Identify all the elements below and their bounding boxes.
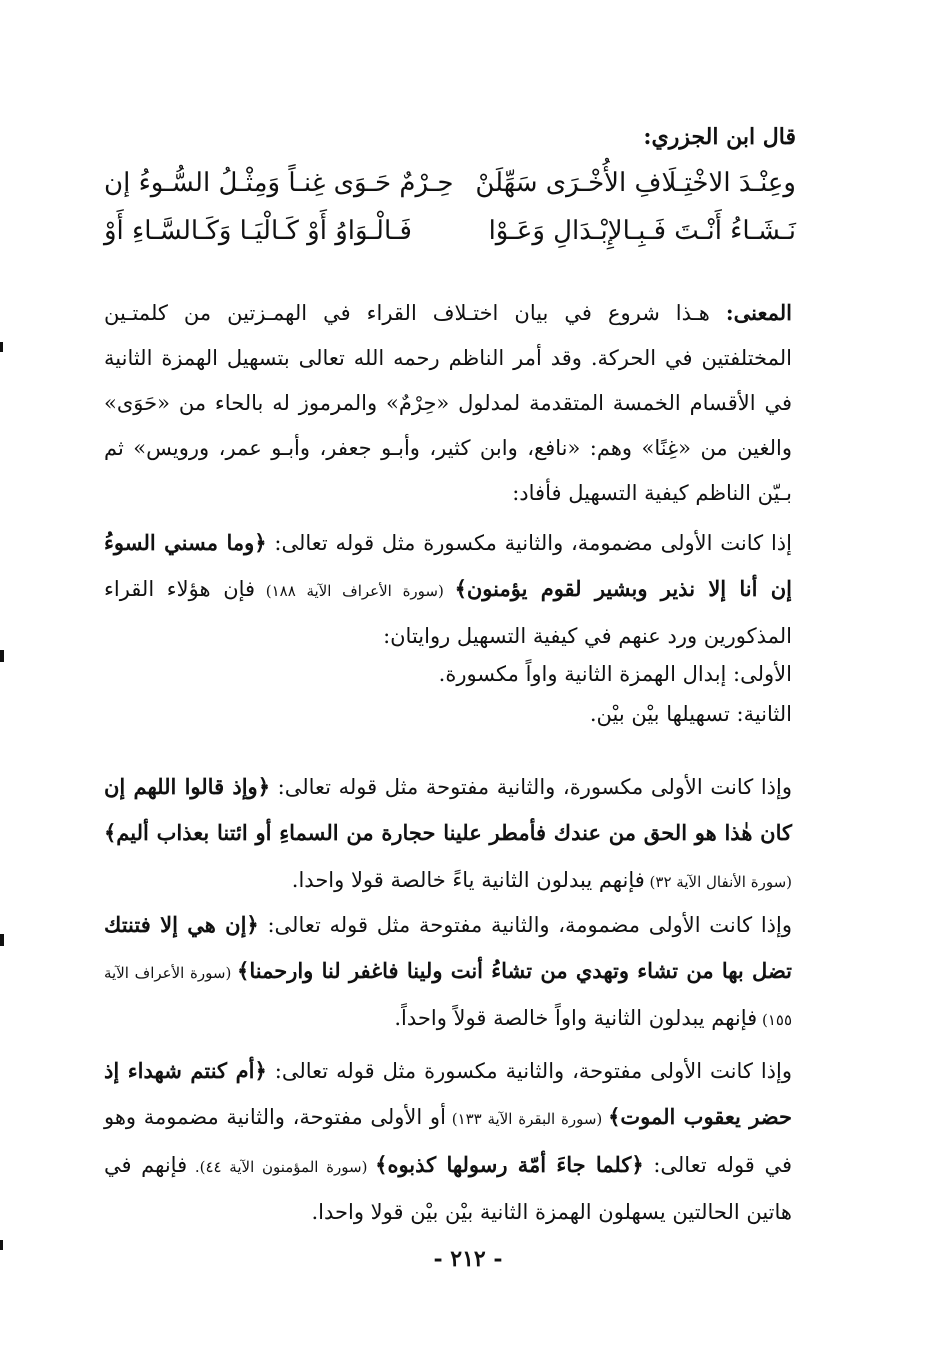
case-3-paragraph <box>104 902 792 1043</box>
case-1-paragraph <box>104 520 792 659</box>
verse-1-first-hemistich: وعِنْـدَ الاخْتِـلَافِ الأُخْـرَى سَهِّلَنْ <box>475 168 796 198</box>
case-4-intro: وإذا كانت الأولى مفتوحة، والثانية مكسورة مثل قوله تعالى: <box>266 1059 792 1083</box>
meaning-label: المعنى: <box>725 300 792 325</box>
verse-2-first-hemistich: نَـشَـاءُ أَنْـتَ فَـبِـالإِبْـدَالِ وَعَـوْا <box>488 216 796 246</box>
case-4-quran-quote-2: ﴿كلما جاءَ أمّة رسولها كذبوه﴾ <box>375 1152 644 1177</box>
case-2-quran-quote: ﴿وإذ قالوا اللهم إن كان هٰذا هو الحق من عندك فأمطر علينا حجارة من السماءِ أو ائتنا بعذاب أليم﴾ <box>104 774 792 845</box>
verse-1-second-hemistich: حِـرْمٌ حَـوَى غِنـاً وَمِثْـلُ السُّـوءُ إن <box>104 168 454 198</box>
case-2-intro: وإذا كانت الأولى مكسورة، والثانية مفتوحة مثل قوله تعالى: <box>270 775 792 799</box>
scan-edge-mark <box>0 342 3 352</box>
meaning-paragraph <box>104 290 792 516</box>
case-1-quran-quote: ﴿وما مسني السوءُ إن أنا إلا نذير وبشير لقوم يؤمنون﴾ <box>104 530 792 601</box>
case-2-reference: (سورة الأنفال الآية ٣٢) <box>644 873 792 891</box>
meaning-text: هـذا شروع في بيان اختـلاف القراء في الهمـزتين من كلمتـين المختلفتين في الحركة. وقد أمر الناظم رحمه الله تعالى بتسهيل الهمزة الثانية في الأقسام الخمسة المتقدمة لمدلول «حِرْمٌ» والمرموز له بالحاء من «حَوَى» والغين من «غِنًا» وهم: «نافع، وابن كثير، وأبـو جعفر، وأبـو عمر، ورويس» ثم بـيّن الناظم كيفية التسهيل فأفاد: <box>104 301 792 505</box>
case-1-outro: فإن هؤلاء القراء المذكورين ورد عنهم في كيفية التسهيل روايتان: <box>104 577 792 648</box>
case-4-paragraph <box>104 1048 792 1235</box>
verse-2-second-hemistich: فَـالْـوَاوُ أَوْ كَـالْيَـا وَكَـالسَّـاءِ أَوْ <box>104 216 412 246</box>
page-number: - ٢١٢ - <box>433 1246 503 1272</box>
case-4-mid: أو الأولى مفتوحة، والثانية مضمومة وهو في قوله تعالى: <box>104 1105 793 1177</box>
case-2-paragraph <box>104 764 792 905</box>
case-4-reference: (سورة البقرة الآية ١٣٣) <box>445 1110 609 1128</box>
case-4-reference-2: (سورة المؤمنون الآية ٤٤). <box>187 1158 376 1176</box>
scan-edge-mark <box>0 650 4 662</box>
section-heading: قال ابن الجزري: <box>643 124 796 150</box>
narration-2: الثانية: تسهيلها بيْن بيْن. <box>589 702 792 726</box>
case-4-outro: فإنهم في هاتين الحالتين يسهلون الهمزة الثانية بيْن بيْن قولا واحدا. <box>104 1153 792 1224</box>
case-1-reference: (سورة الأعراف الآية ١٨٨) <box>255 582 455 600</box>
scan-edge-mark <box>0 934 4 946</box>
case-2-outro: فإنهم يبدلون الثانية ياءً خالصة قولا واحدا. <box>291 868 645 892</box>
narration-1: الأولى: إبدال الهمزة الثانية واواً مكسورة. <box>438 662 792 686</box>
case-4-quran-quote: ﴿أم كنتم شهداء إذ حضر يعقوب الموت﴾ <box>104 1058 793 1129</box>
case-1-intro: إذا كانت الأولى مضمومة، والثانية مكسورة مثل قوله تعالى: <box>266 531 792 555</box>
case-3-intro: وإذا كانت الأولى مضمومة، والثانية مفتوحة مثل قوله تعالى: <box>258 913 792 937</box>
scan-edge-mark <box>0 1240 3 1250</box>
case-3-reference: (سورة الأعراف الآية ١٥٥) <box>104 964 792 1029</box>
case-3-outro: فإنهم يبدلون الثانية واواً خالصة قولاً واحداً. <box>394 1006 758 1030</box>
case-3-quran-quote: ﴿إن هي إلا فتنتك تضل بها من تشاء وتهدي من تشاءُ أنت ولينا فاغفر لنا وارحمنا﴾ <box>104 912 792 983</box>
